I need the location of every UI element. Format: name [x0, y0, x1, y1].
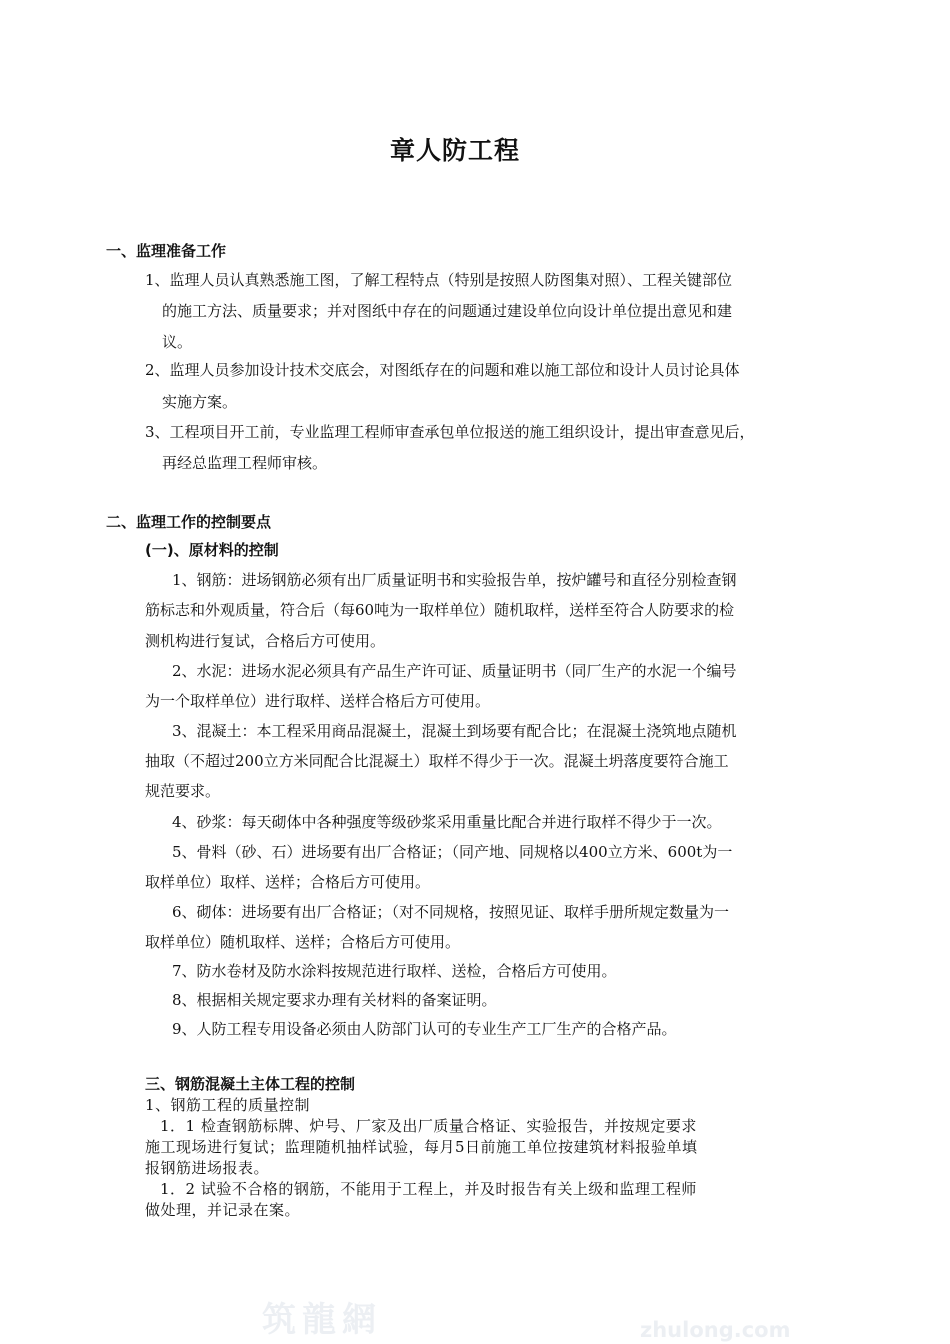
paragraph-line: 再经总监理工程师审核。 — [162, 454, 328, 472]
paragraph-line: 6、砌体：进场要有出厂合格证；（对不同规格，按照见证、取样手册所规定数量为一 — [172, 903, 730, 921]
paragraph-line: 取样单位）随机取样、送样；合格后方可使用。 — [145, 933, 461, 951]
paragraph-line: 3、工程项目开工前，专业监理工程师审查承包单位报送的施工组织设计，提出审查意见后， — [145, 423, 755, 441]
paragraph-line: 测机构进行复试，合格后方可使用。 — [145, 632, 386, 650]
paragraph-line: 9、人防工程专用设备必须由人防部门认可的专业生产工厂生产的合格产品。 — [172, 1020, 677, 1038]
paragraph-line: 议。 — [162, 333, 193, 351]
paragraph-line: 1．1 检查钢筋标牌、炉号、厂家及出厂质量合格证、实验报告，并按规定要求 — [160, 1117, 697, 1135]
paragraph-line: 1、监理人员认真熟悉施工图，了解工程特点（特别是按照人防图集对照）、工程关键部位 — [145, 271, 733, 289]
paragraph-line: 报钢筋进场报表。 — [145, 1159, 270, 1177]
section-heading-3: 三、钢筋混凝土主体工程的控制 — [145, 1075, 356, 1093]
section-heading-2: 二、监理工作的控制要点 — [106, 513, 272, 531]
subsection-heading: (一)、原材料的控制 — [145, 541, 279, 559]
paragraph-line: 做处理，并记录在案。 — [145, 1201, 301, 1219]
paragraph-line: 7、防水卷材及防水涂料按规范进行取样、送检，合格后方可使用。 — [172, 962, 617, 980]
paragraph-line: 5、骨料（砂、石）进场要有出厂合格证；（同产地、同规格以400立方米、600t为一 — [172, 843, 733, 861]
paragraph-line: 3、混凝土：本工程采用商品混凝土，混凝土到场要有配合比；在混凝土浇筑地点随机 — [172, 722, 737, 740]
paragraph-line: 实施方案。 — [162, 393, 238, 411]
paragraph-line: 筋标志和外观质量，符合后（每60吨为一取样单位）随机取样，送样至符合人防要求的检 — [145, 601, 735, 619]
paragraph-line: 规范要求。 — [145, 782, 221, 800]
watermark-logo: 筑龍網 — [262, 1300, 382, 1340]
paragraph-line: 8、根据相关规定要求办理有关材料的备案证明。 — [172, 991, 497, 1009]
paragraph-line: 2、监理人员参加设计技术交底会，对图纸存在的问题和难以施工部位和设计人员讨论具体 — [145, 361, 740, 379]
paragraph-line: 抽取（不超过200立方米同配合比混凝土）取样不得少于一次。混凝土坍落度要符合施工 — [145, 752, 729, 770]
paragraph-line: 1、钢筋：进场钢筋必须有出厂质量证明书和实验报告单，按炉罐号和直径分别检查钢 — [172, 571, 737, 589]
page-title: 章人防工程 — [389, 136, 520, 165]
paragraph-line: 1．2 试验不合格的钢筋，不能用于工程上，并及时报告有关上级和监理工程师 — [160, 1180, 697, 1198]
paragraph-line: 为一个取样单位）进行取样、送样合格后方可使用。 — [145, 692, 491, 710]
watermark-url: zhulong.com — [640, 1318, 791, 1342]
paragraph-line: 2、水泥：进场水泥必须具有产品生产许可证、质量证明书（同厂生产的水泥一个编号 — [172, 662, 737, 680]
paragraph-line: 施工现场进行复试；监理随机抽样试验，每月5日前施工单位按建筑材料报验单填 — [145, 1138, 698, 1156]
subsection-heading: 1、钢筋工程的质量控制 — [145, 1096, 311, 1114]
paragraph-line: 的施工方法、质量要求；并对图纸中存在的问题通过建设单位向设计单位提出意见和建 — [162, 302, 733, 320]
section-heading-1: 一、监理准备工作 — [106, 242, 227, 260]
paragraph-line: 取样单位）取样、送样；合格后方可使用。 — [145, 873, 431, 891]
paragraph-line: 4、砂浆：每天砌体中各种强度等级砂浆采用重量比配合并进行取样不得少于一次。 — [172, 813, 722, 831]
